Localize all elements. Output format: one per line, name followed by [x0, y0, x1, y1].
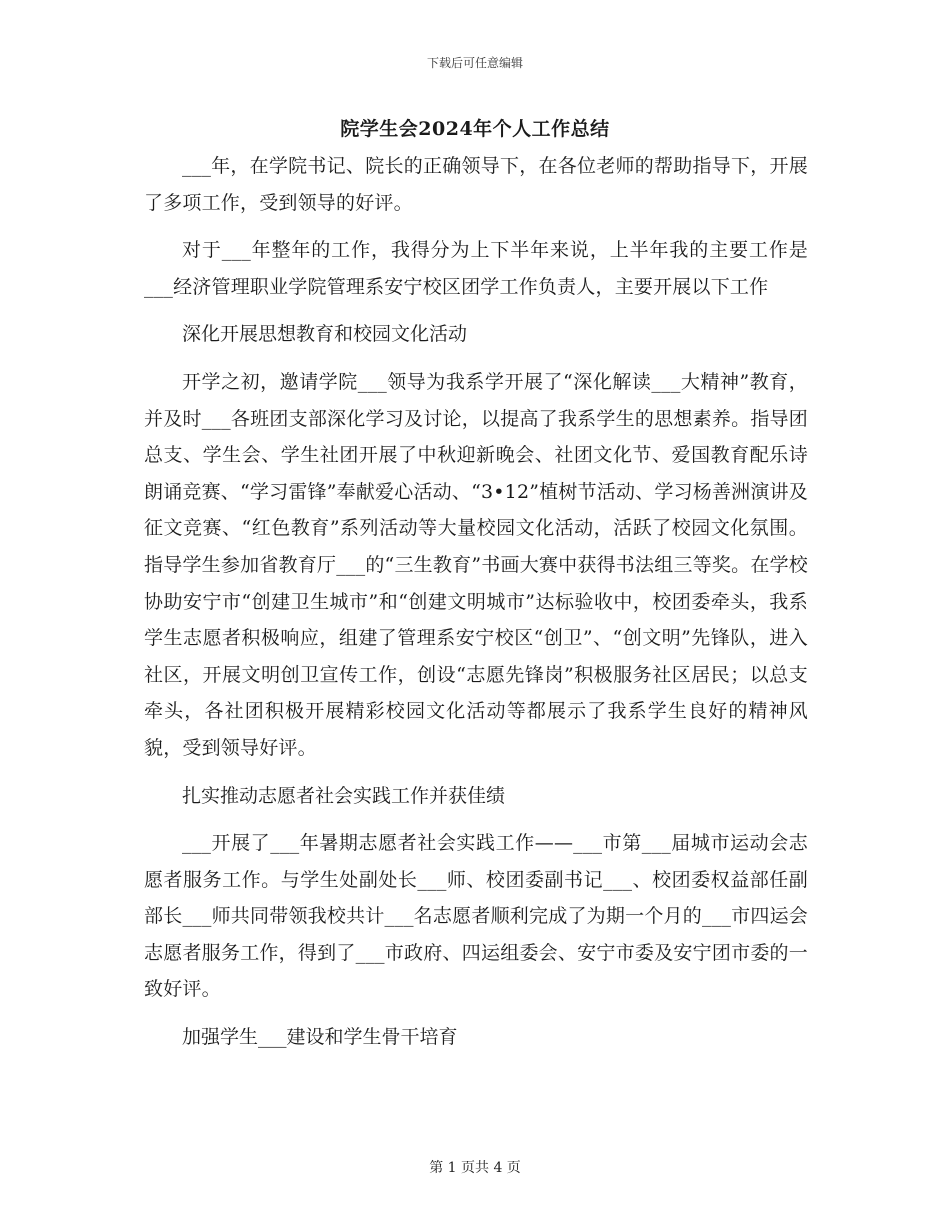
paragraph-culture-activities: 开学之初，邀请学院___领导为我系学开展了“深化解读___大精神”教育，并及时___各班团支部深化学习及讨论，以提高了我系学生的思想素养。指导团总支、学生会、学生社团开展了中秋迎新晚会、社团文化节、爱国教育配乐诗朗诵竞赛、“学习雷锋”奉献爱心活动、“3•12”植树节活动、学习杨善洲演讲及征文竞赛、“红色教育”系列活动等大量校园文化活动，活跃了校园文化氛围。指导学生参加省教育厅___的“三生教育”书画大赛中获得书法组三等奖。在学校协助安宁市“创建卫生城市”和“创建文明城市”达标验收中，校团委牵头，我系学生志愿者积极响应，组建了管理系安宁校区“创卫”、“创文明”先锋队，进入社区，开展文明创卫宣传工作，创设“志愿先锋岗”积极服务社区居民；以总支牵头，各社团积极开展精彩校园文化活动等都展示了我系学生良好的精神风貌，受到领导好评。	[144, 370, 808, 759]
section-heading-volunteer: 扎实推动志愿者社会实践工作并获佳绩	[182, 784, 506, 807]
paragraph-overview: 对于___年整年的工作，我得分为上下半年来说，上半年我的主要工作是___经济管理职业学院管理系安宁校区团学工作负责人，主要开展以下工作	[144, 239, 808, 298]
document-body	[144, 148, 808, 1067]
section-heading-cadre: 加强学生___建设和学生骨干培育	[182, 1026, 458, 1049]
paragraph-volunteer-work: ___开展了___年暑期志愿者社会实践工作——___市第___届城市运动会志愿者服务工作。与学生处副处长___师、校团委副书记___、校团委权益部任副部长___师共同带领我校共计___名志愿者顺利完成了为期一个月的___市四运会志愿者服务工作，得到了___市政府、四运组委会、安宁市委及安宁团市委的一致好评。	[144, 832, 808, 1001]
paragraph-intro: ___年，在学院书记、院长的正确领导下，在各位老师的帮助指导下，开展了多项工作，受到领导的好评。	[144, 155, 808, 214]
document-title: 院学生会2024年个人工作总结	[340, 118, 610, 140]
page-footer: 第 1 页共 4 页	[429, 1160, 521, 1176]
header-note: 下载后可任意编辑	[426, 56, 523, 70]
section-heading-culture: 深化开展思想教育和校园文化活动	[182, 323, 468, 346]
